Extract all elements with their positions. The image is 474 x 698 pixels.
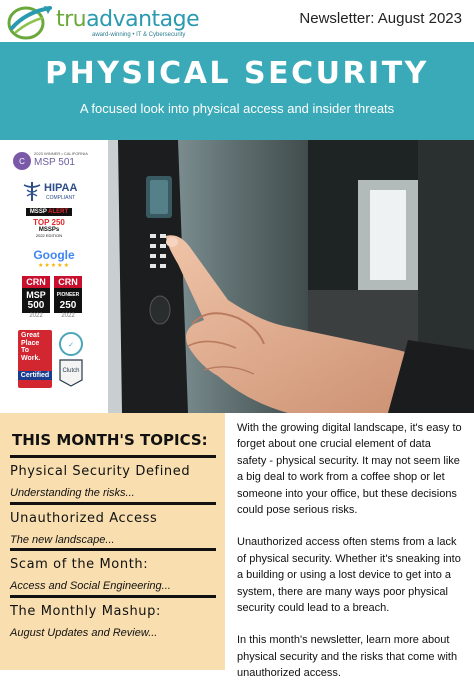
svg-text:C: C [19, 157, 25, 166]
gptw-line-2: Place [21, 339, 40, 347]
crn-label-a: CRN [22, 276, 50, 288]
top250-label: TOP 250 [33, 218, 65, 227]
newsletter-issue: Newsletter: August 2023 [299, 10, 462, 27]
topic-item[interactable] [10, 502, 216, 546]
clutch-badge-icon [56, 330, 86, 388]
title-banner [0, 42, 474, 140]
banner-subtitle: A focused look into physical access and insider threats [79, 101, 395, 116]
stars-icon: ★★★★★ [38, 263, 70, 269]
mssp-top250-badge [26, 208, 72, 246]
topic-divider [10, 548, 216, 551]
access-keypad-photo [108, 140, 474, 413]
topic-item[interactable] [10, 548, 216, 592]
topic-divider [10, 595, 216, 598]
truadvantage-logo[interactable] [6, 4, 200, 40]
msp501-badge [12, 150, 96, 172]
pioneer-label: PIONEER [54, 288, 82, 300]
mssp-alert-label: MSSP ALERT [26, 208, 72, 216]
topic-divider [10, 455, 216, 458]
topic-subtitle: Access and Social Engineering... [10, 580, 171, 592]
msp500-number: 500 [22, 300, 50, 313]
topic-subtitle: The new landscape... [10, 534, 115, 546]
page-header [0, 0, 474, 42]
google-label: Google [33, 248, 75, 262]
great-place-to-work-badge [18, 330, 52, 388]
msp501-label: MSP 501 [34, 157, 75, 168]
crn-pioneer-badge [54, 276, 82, 322]
hipaa-label: HIPAA [44, 182, 78, 194]
pioneer-number: 250 [54, 300, 82, 313]
topic-divider [10, 502, 216, 505]
caduceus-icon [22, 180, 42, 202]
crn-msp500-badge [22, 276, 50, 322]
intro-paragraph: Unauthorized access often stems from a lack of physical security. Whether it's sneaking into a building or using a lost device to get into a system, there are many ways poor physical security could lead to a breach. [237, 536, 461, 615]
clutch-label: Clutch [62, 368, 80, 374]
logo-wordmark: truadvantage [56, 7, 200, 32]
topic-title: Unauthorized Access [10, 511, 158, 526]
gptw-line-3: To [21, 347, 30, 354]
intro-paragraph: In this month's newsletter, learn more about physical security and the risks that come with unauthorized access. [237, 634, 458, 680]
topic-subtitle: Understanding the risks... [10, 487, 135, 499]
gptw-certified: Certified [18, 371, 52, 380]
topic-item[interactable] [10, 455, 216, 499]
awards-sidebar [0, 140, 108, 413]
crn-year-b: 2022 [61, 313, 75, 319]
hipaa-badge [12, 180, 96, 204]
gptw-line-4: Work. [21, 354, 41, 362]
intro-article [237, 420, 463, 698]
crn-label-b: CRN [54, 276, 82, 288]
logo-mark-icon [6, 4, 54, 40]
google-rating-badge [12, 248, 96, 274]
banner-title: PHYSICAL SECURITY [45, 56, 429, 91]
msp501-caption: 2023 WINNER • CALIFORNIA [34, 151, 88, 156]
hipaa-sublabel: COMPLIANT [46, 195, 76, 201]
clutch-badge [56, 330, 86, 388]
intro-paragraph: With the growing digital landscape, it's easy to forget about one crucial element of data safety - physical security. It may not seem like a big deal to work from a coffee shop or let someone into your office, but these decisions could pose serious risks. [237, 422, 462, 517]
top250-edition: 2022 EDITION [35, 233, 63, 238]
topic-title: The Monthly Mashup: [10, 604, 161, 619]
keypad-hand-image [108, 140, 474, 413]
topics-heading: THIS MONTH'S TOPICS: [12, 431, 208, 449]
top250-sublabel: MSSPs [38, 227, 60, 233]
topics-panel [0, 413, 225, 670]
topic-subtitle: August Updates and Review... [10, 627, 158, 639]
topic-title: Physical Security Defined [10, 464, 191, 479]
logo-tagline: award-winning • IT & Cybersecurity [92, 32, 186, 38]
gptw-line-1: Great [21, 332, 40, 339]
svg-text:✓: ✓ [68, 342, 74, 349]
crn-year-a: 2022 [29, 313, 43, 319]
topic-title: Scam of the Month: [10, 557, 149, 572]
topic-item[interactable] [10, 595, 216, 639]
msp500-label: MSP [22, 288, 50, 300]
